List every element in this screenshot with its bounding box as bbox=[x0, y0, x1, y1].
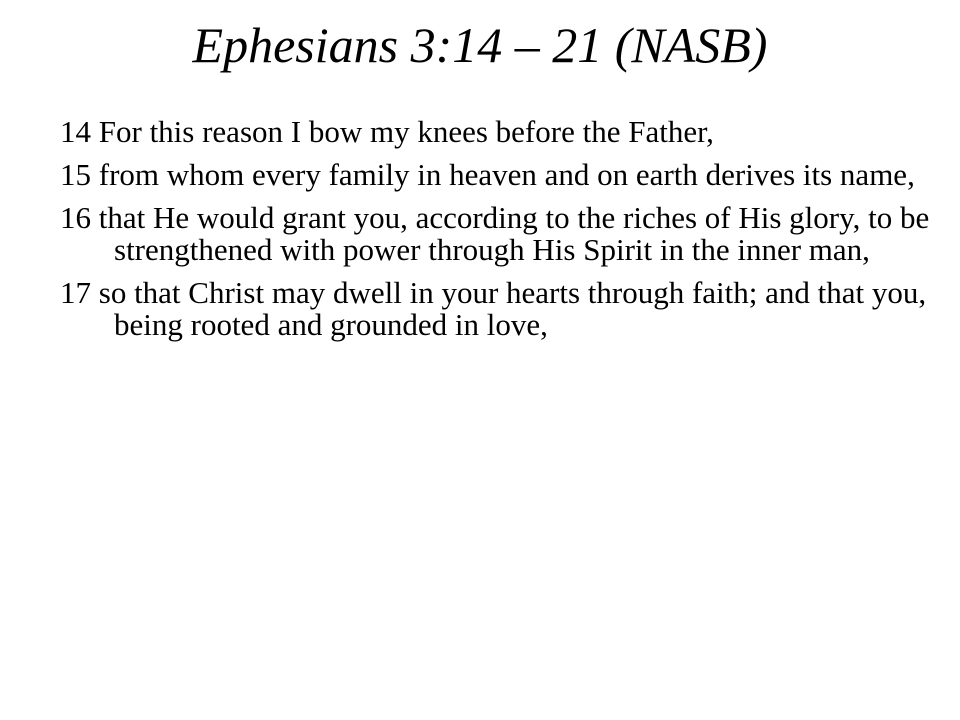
verse-14: 14 For this reason I bow my knees before the Father, bbox=[60, 114, 714, 149]
verse-17: 17 so that Christ may dwell in your hearts through faith; and that you, being rooted and grounded in love, bbox=[60, 275, 927, 342]
verse-15: 15 from whom every family in heaven and on earth derives its name, bbox=[60, 157, 915, 192]
verse-16: 16 that He would grant you, according to the riches of His glory, to be strengthened with power through His Spirit in the inner man, bbox=[60, 200, 930, 267]
slide-title: Ephesians 3:14 – 21 (NASB) bbox=[192, 17, 768, 73]
verse-list bbox=[60, 116, 940, 352]
